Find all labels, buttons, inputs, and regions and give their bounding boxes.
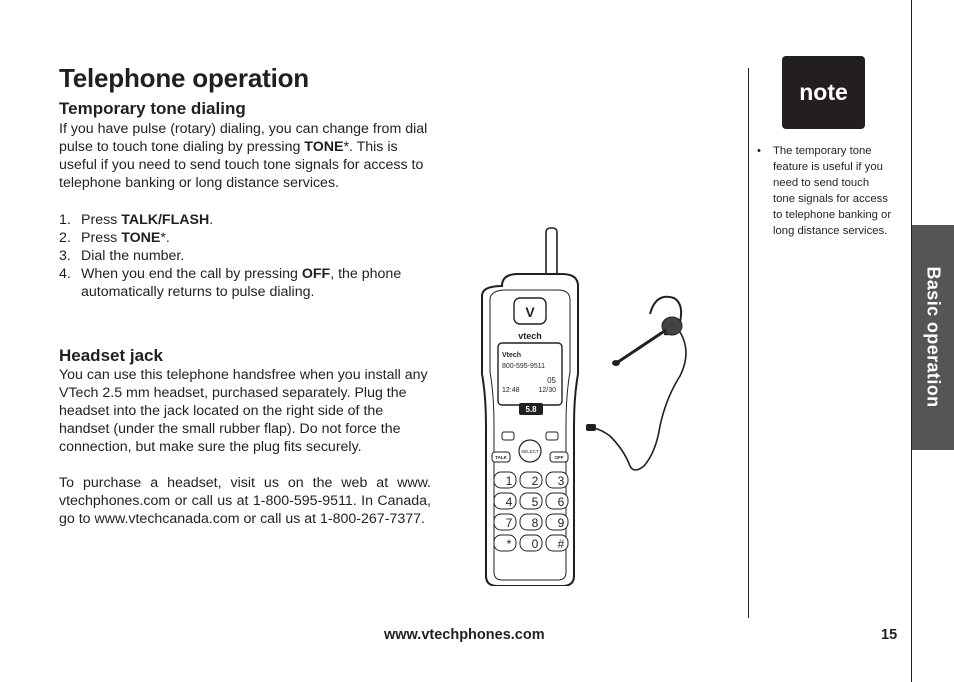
- step-text: Dial the number.: [81, 248, 185, 264]
- screen-count: 05: [547, 376, 556, 385]
- keypad-key-label: 2: [531, 474, 539, 488]
- keypad-key-label: 6: [557, 495, 565, 509]
- screen-number: 800-595-9511: [502, 363, 546, 370]
- handset-screen: [498, 343, 562, 405]
- step-bold: TALK/FLASH: [121, 212, 210, 228]
- page-number: 15: [881, 627, 898, 643]
- step-number: 4.: [59, 266, 71, 282]
- keypad-key-label: 5: [531, 495, 539, 509]
- off-label: OFF: [554, 455, 564, 460]
- step-bold: TONE: [121, 230, 161, 246]
- step-text: Press: [81, 230, 122, 246]
- keypad-key-label: 0: [531, 537, 539, 551]
- steps-list: [59, 211, 431, 301]
- note-text: [757, 143, 893, 239]
- keypad-key-label: 3: [557, 474, 565, 488]
- screen-date: 12/30: [538, 387, 556, 394]
- list-item: [59, 211, 431, 229]
- temp-tone-intro: [59, 120, 431, 192]
- keypad-key-label: 9: [557, 516, 565, 530]
- section-tab-label: Basic operation: [923, 266, 944, 408]
- intro-text-1: If you have pulse (rotary) dialing, you can change from dial pulse to touch tone dialing by pressing: [59, 121, 428, 155]
- step-text: When you end the call by pressing: [81, 266, 302, 282]
- step-number: 1.: [59, 212, 71, 228]
- list-item: [59, 247, 431, 265]
- handset-brand: vtech: [518, 331, 542, 341]
- footer-url: www.vtechphones.com: [384, 627, 545, 643]
- intro-text-2: *. This is useful if you need to send touch tone signals for access to telephone banking or long distance services.: [59, 139, 424, 191]
- step-bold: OFF: [301, 266, 331, 282]
- section-heading-temporary-tone: Temporary tone dialing: [59, 99, 246, 118]
- frequency-label: 5.8: [525, 405, 537, 414]
- list-item: [59, 229, 431, 247]
- keypad-key-label: 7: [505, 516, 513, 530]
- step-number: 3.: [59, 248, 71, 264]
- screen-brand: Vtech: [502, 352, 522, 359]
- keypad-key-label: 1: [505, 474, 513, 488]
- note-bullet: •: [757, 145, 761, 157]
- step-text-end: *.: [160, 230, 170, 246]
- note-body: The temporary tone feature is useful if you need to send touch tone signals for access to telephone banking or long distance services.: [773, 145, 892, 237]
- note-badge: note: [782, 56, 865, 129]
- keypad-key-label: 4: [505, 495, 513, 509]
- earpiece-icon: [514, 298, 546, 324]
- section-heading-headset-jack: Headset jack: [59, 346, 163, 365]
- headset-paragraph-1: You can use this telephone handsfree when you install any VTech 2.5 mm headset, purchased separately. Plug the headset into the jack located on the right side of the handset (under the small rubber flap). Do not force the connection, but make sure the plug fits securely.: [59, 367, 428, 455]
- keypad-key-label: 8: [531, 516, 539, 530]
- keypad-key: [494, 535, 516, 551]
- step-text-end: .: [209, 212, 214, 228]
- screen-time: 12:48: [502, 387, 520, 394]
- frequency-badge: [519, 403, 543, 415]
- intro-bold-tone: TONE: [304, 139, 344, 155]
- keypad-key-label: *: [506, 537, 512, 551]
- column-divider: [748, 68, 749, 618]
- step-text: Press: [81, 212, 122, 228]
- headset-icon: [586, 297, 686, 470]
- svg-text:V: V: [525, 304, 535, 320]
- talk-label: TALK: [495, 455, 507, 460]
- step-number: 2.: [59, 230, 71, 246]
- list-item: [59, 265, 431, 301]
- select-label: SELECT: [521, 449, 539, 454]
- keypad-key-label: #: [557, 537, 565, 551]
- handset-headset-illustration: [470, 226, 730, 586]
- page-title: Telephone operation: [59, 63, 309, 93]
- step-text-end: , the phone automatically returns to pulse dialing.: [81, 266, 402, 300]
- headset-paragraph-2: To purchase a headset, visit us on the web at www. vtechphones.com or call us at 1-800-595-9511. In Canada, go to www.vtechcanada.com or call us at 1-800-267-7377.: [59, 475, 431, 527]
